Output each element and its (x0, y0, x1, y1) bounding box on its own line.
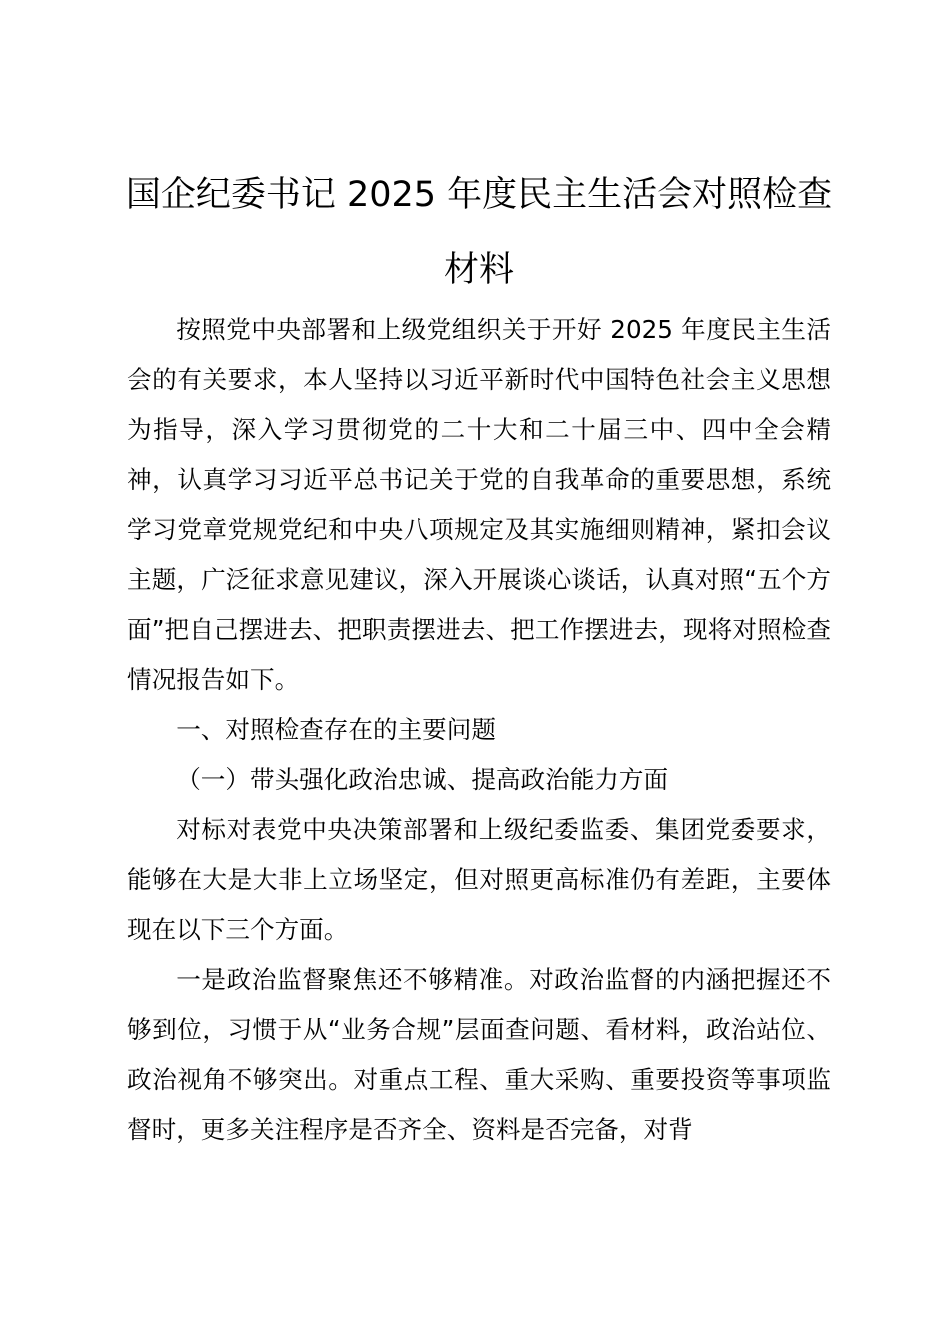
title-line-1: 国企纪委书记 2025 年度民主生活会对照检查 (125, 175, 833, 215)
subsection-heading-political-loyalty: （一）带头强化政治忠诚、提高政治能力方面 (176, 765, 669, 794)
subsection-summary-paragraph: 对标对表党中央决策部署和上级纪委监委、集团党委要求，能够在大是大非上立场坚定，但对照更高标准仍有差距，主要体现在以下三个方面。 (127, 815, 831, 944)
problem-one-paragraph: 一是政治监督聚焦还不够精准。对政治监督的内涵把握还不够到位，习惯于从“业务合规”层面查问题、看材料，政治站位、政治视角不够突出。对重点工程、重大采购、重要投资等事项监督时，更多关注程序是否齐全、资料是否完备，对背 (127, 965, 831, 1144)
title-line-2: 材料 (443, 250, 514, 290)
document-body (127, 305, 831, 1155)
section-heading-main-problems: 一、对照检查存在的主要问题 (176, 715, 496, 744)
document-title (117, 158, 841, 308)
intro-paragraph: 按照党中央部署和上级党组织关于开好 2025 年度民主生活会的有关要求，本人坚持以习近平新时代中国特色社会主义思想为指导，深入学习贯彻党的二十大和二十届三中、四中全会精神，认真学习习近平总书记关于党的自我革命的重要思想，系统学习党章党规党纪和中央八项规定及其实施细则精神，紧扣会议主题，广泛征求意见建议，深入开展谈心谈话，认真对照“五个方面”把自己摆进去、把职责摆进去、把工作摆进去，现将对照检查情况报告如下。 (127, 315, 831, 694)
